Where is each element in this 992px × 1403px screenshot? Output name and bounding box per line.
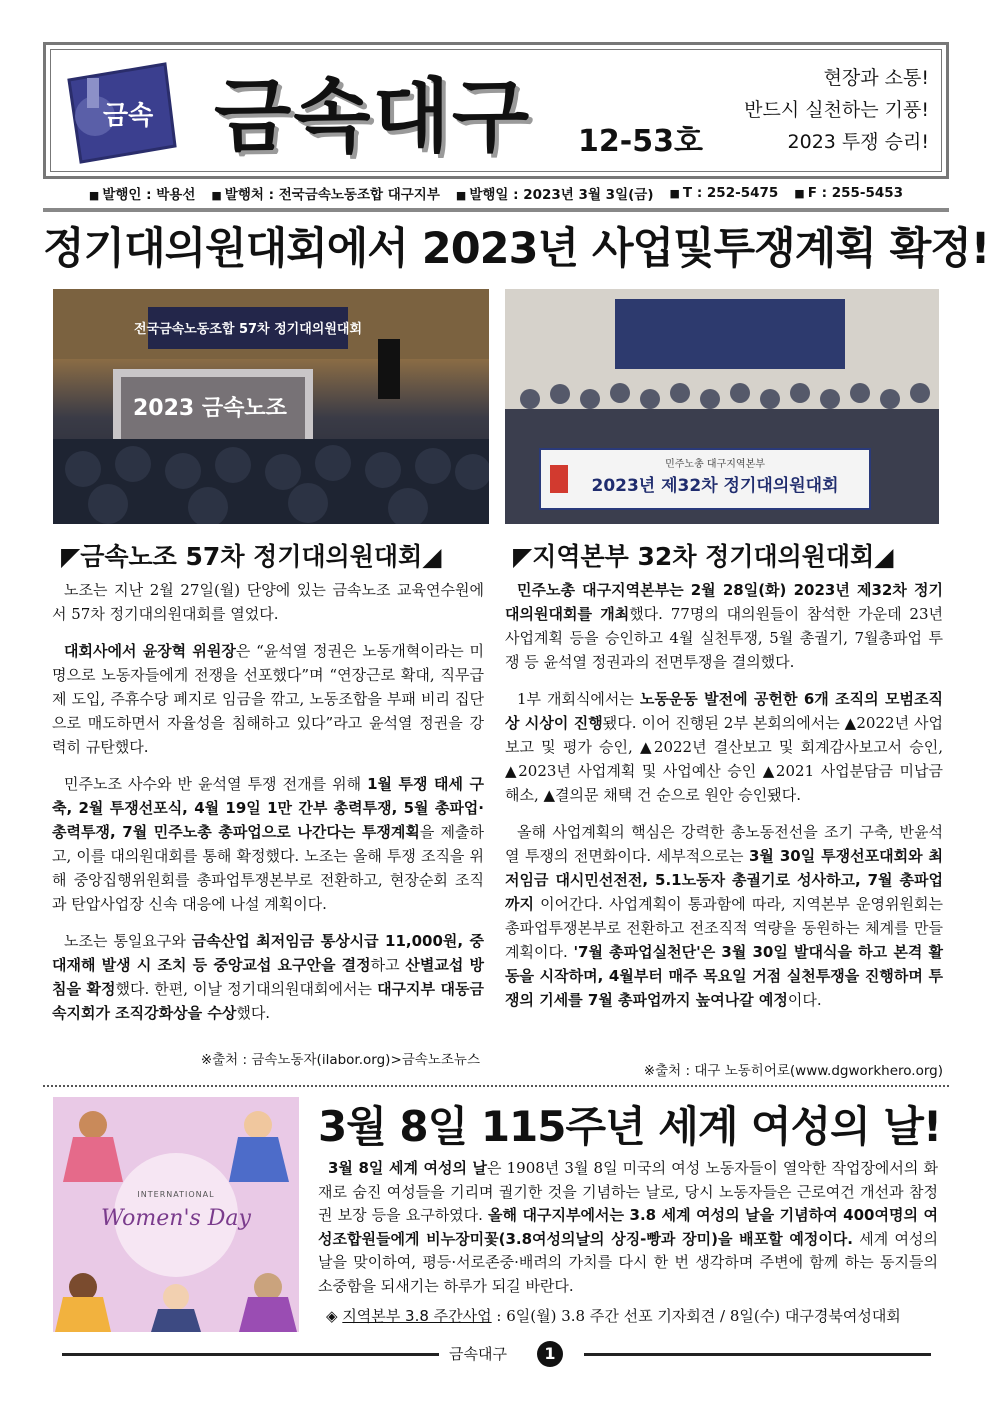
- publishing-office: ■ 발행처 : 전국금속노동조합 대구지부: [211, 183, 440, 203]
- convention-photo-illustration: [53, 289, 489, 524]
- group-photo-illustration: [505, 289, 939, 524]
- text: 을 제출하고, 이를 대의원대회를 통해 확정했다. 노조는 올해 투쟁 조직을 위해 중앙집행위원회를 총파업투쟁본부로 전환하고, 현장순회 조직과 탄압사업장 신속 대응에 나설 계획이다.: [52, 823, 484, 913]
- regional-program-text: : 6일(월) 3.8 주간 선포 기자회견 / 8일(수) 대구경북여성대회: [491, 1307, 901, 1325]
- issue-number: 12-53호: [578, 124, 703, 159]
- womens-day-illustration: [53, 1097, 299, 1332]
- slogan: 2023 투쟁 승리!: [787, 131, 929, 153]
- text: 했다. 77명의 대의원들이 참석한 가운데 23년 사업계획 등을 승인하고 4월 실천투쟁, 5월 총궐기, 7월총파업 투쟁 등 윤석열 정권과의 전면투쟁을 결의했다.: [505, 605, 943, 671]
- logo-text: 금속: [103, 101, 154, 131]
- left-paragraph-2: [52, 639, 484, 759]
- right-article-source: ※출처 : 대구 노동히어로(www.dgworkhero.org): [643, 1063, 943, 1079]
- emphasis: 올해 대구지부에서는 3.8 세계 여성의 날을 기념하여 400여명의 여성조합원들에게 비누장미꽃(3.8여성의날의 상징-빵과 장미)을 배포할 예정이다.: [318, 1206, 938, 1248]
- image-caption: Women's Day: [101, 1206, 251, 1231]
- text: 됐다. 이어 진행된 2부 본회의에서는 ▲2022년 사업보고 및 평가 승인, ▲2022년 결산보고 및 회계감사보고서 승인, ▲2023년 사업계획 및 사업예산 승인 ▲2021 사업분담금 미납금 해소, ▲결의문 채택 건 순으로 원안 승인됐다.: [505, 714, 943, 804]
- left-article-body: [52, 578, 484, 1038]
- regional-program: [326, 1305, 901, 1326]
- screen-text: 2023 금속노조: [133, 396, 287, 421]
- womens-day-graphic: [53, 1097, 299, 1332]
- footer-paper-name: 금속대구: [449, 1345, 507, 1363]
- left-article-title: ◤금속노조 57차 정기대의원대회◢: [61, 542, 442, 571]
- union-logo: [61, 58, 181, 168]
- diamond-bullet-icon: ◈: [326, 1307, 343, 1325]
- footer-rule-right: [584, 1353, 931, 1356]
- convention-photo: [53, 289, 489, 524]
- publish-date: ■ 발행일 : 2023년 3월 3일(금): [456, 183, 654, 203]
- slogan: 반드시 실천하는 기풍!: [744, 99, 929, 121]
- emphasis: 1월 투쟁 태세 구축, 2월 투쟁선포식, 4월 19일 1만 간부 총력투쟁, 5월 총파업·총력투쟁, 7월 민주노총 총파업으로 나간다는 투쟁계획: [52, 775, 484, 841]
- section-divider: [43, 1085, 949, 1087]
- regional-program-label: 지역본부 3.8 주간사업: [342, 1307, 492, 1325]
- text: 이어간다. 사업계획이 통과함에 따라, 지역본부 운영위원회는 총파업투쟁본부로 전환하고 전조직적 역량을 동원하는 체계를 만들 계획이다.: [505, 895, 943, 961]
- emphasis: 3월 8일 세계 여성의 날: [328, 1159, 488, 1177]
- emphasis: 금속산업 최저임금 통상시급 11,000원, 중대재해 발생 시 조치 등 중앙교섭 요구안을 결정: [52, 932, 484, 974]
- emphasis: 대회사에서 윤장혁 위원장: [64, 642, 236, 660]
- emphasis: 민주노총 대구지역본부는 2월 28일(화) 2023년 제32차 정기대의원대회를 개최: [505, 581, 943, 623]
- kctu-flag-icon: [550, 465, 568, 493]
- text: 했다. 한편, 이날 정기대의원대회에서는: [115, 980, 378, 998]
- right-paragraph-1: [505, 578, 943, 674]
- left-paragraph-1: 노조는 지난 2월 27일(월) 단양에 있는 금속노조 교육연수원에서 57차 정기대의원대회를 열었다.: [52, 581, 484, 623]
- text: 했다.: [236, 1004, 271, 1022]
- group-banner-text: 2023년 제32차 정기대의원대회: [591, 476, 839, 496]
- masthead-frame: [50, 49, 942, 172]
- emphasis: '7월 총파업실천단'은 3월 30일 발대식을 하고 본격 활동을 시작하며, 4월부터 매주 목요일 거점 실천투쟁을 진행하며 투쟁의 기세를 7월 총파업까지 높여나갈 예정: [505, 943, 943, 1009]
- banner-top-text: 민주노총 대구지역본부: [665, 459, 765, 470]
- publication-info: [43, 182, 949, 204]
- right-article-title: ◤지역본부 32차 정기대의원대회◢: [513, 542, 894, 571]
- right-article-body: [505, 578, 943, 1025]
- telephone: ■ T : 252-5475: [670, 185, 779, 201]
- emphasis: 노동운동 발전에 공헌한 6개 조직의 모범조직상 시상이 진행: [505, 690, 943, 732]
- text: 올해 사업계획의 핵심은 강력한 총노동전선을 조기 구축, 반윤석열 투쟁의 전면화이다. 세부적으로는: [505, 823, 943, 865]
- convention-banner-text: 전국금속노동조합 57차 정기대의원대회: [133, 322, 363, 337]
- text: 1부 개회식에서는: [517, 690, 640, 708]
- main-headline: 정기대의원대회에서 2023년 사업및투쟁계획 확정!: [43, 224, 990, 274]
- page-number: 1: [537, 1341, 563, 1367]
- womens-day-body: [318, 1157, 938, 1298]
- left-paragraph-3: [52, 772, 484, 916]
- emphasis: 3월 30일 투쟁선포대회와 최저임금 대시민선전전, 5.1노동자 총궐기로 성사하고, 7월 총파업까지: [505, 847, 943, 913]
- right-paragraph-3: [505, 820, 943, 1012]
- masthead: [43, 42, 949, 179]
- text: 하고: [370, 956, 406, 974]
- emphasis: 대구지부 대동금속지회가 조직강화상을 수상: [52, 980, 484, 1022]
- group-photo: [505, 289, 939, 524]
- text: 은 “윤석열 정권은 노동개혁이라는 미명으로 노동자들에게 전쟁을 선포했다”며 “연장근로 확대, 직무급제 도입, 주휴수당 폐지로 임금을 깎고, 노동조합을 부패 비리 집단으로 매도하면서 자율성을 침해하고 있다”라고 윤석열 정권을 강력히 규탄했다.: [52, 642, 484, 756]
- text: 은 1908년 3월 8일 미국의 여성 노동자들이 열악한 작업장에서의 화재로 숨진 여성들을 기리며 궐기한 것을 기념하는 날로, 당시 노동자들은 근로여건 개선과 참정권 보장 등을 요구하였다.: [318, 1159, 938, 1224]
- footer-rule-left: [62, 1353, 439, 1356]
- slogans: [744, 62, 929, 158]
- womens-day-title: 3월 8일 115주년 세계 여성의 날!: [318, 1102, 942, 1151]
- paper-title: 금속대구: [214, 70, 532, 163]
- image-caption-small: INTERNATIONAL: [137, 1190, 215, 1199]
- right-paragraph-2: [505, 687, 943, 807]
- text: 이다.: [787, 991, 822, 1009]
- text: 노조는 통일요구와: [64, 932, 192, 950]
- fax: ■ F : 255-5453: [794, 185, 903, 201]
- left-article-source: ※출처 : 금속노동자(ilabor.org)>금속노조뉴스: [200, 1052, 480, 1068]
- slogan: 현장과 소통!: [823, 67, 929, 89]
- emphasis: 산별교섭 방침을 확정: [52, 956, 484, 998]
- publisher: ■ 발행인 : 박용선: [89, 183, 195, 203]
- text: 세계 여성의 날을 맞이하여, 평등·서로존중·배려의 가치를 다시 한 번 생각하며 주변에 함께 하는 동지들의 소중함을 되새기는 하루가 되길 바란다.: [318, 1229, 938, 1295]
- text: 민주노조 사수와 반 윤석열 투쟁 전개를 위해: [64, 775, 368, 793]
- left-paragraph-4: [52, 929, 484, 1025]
